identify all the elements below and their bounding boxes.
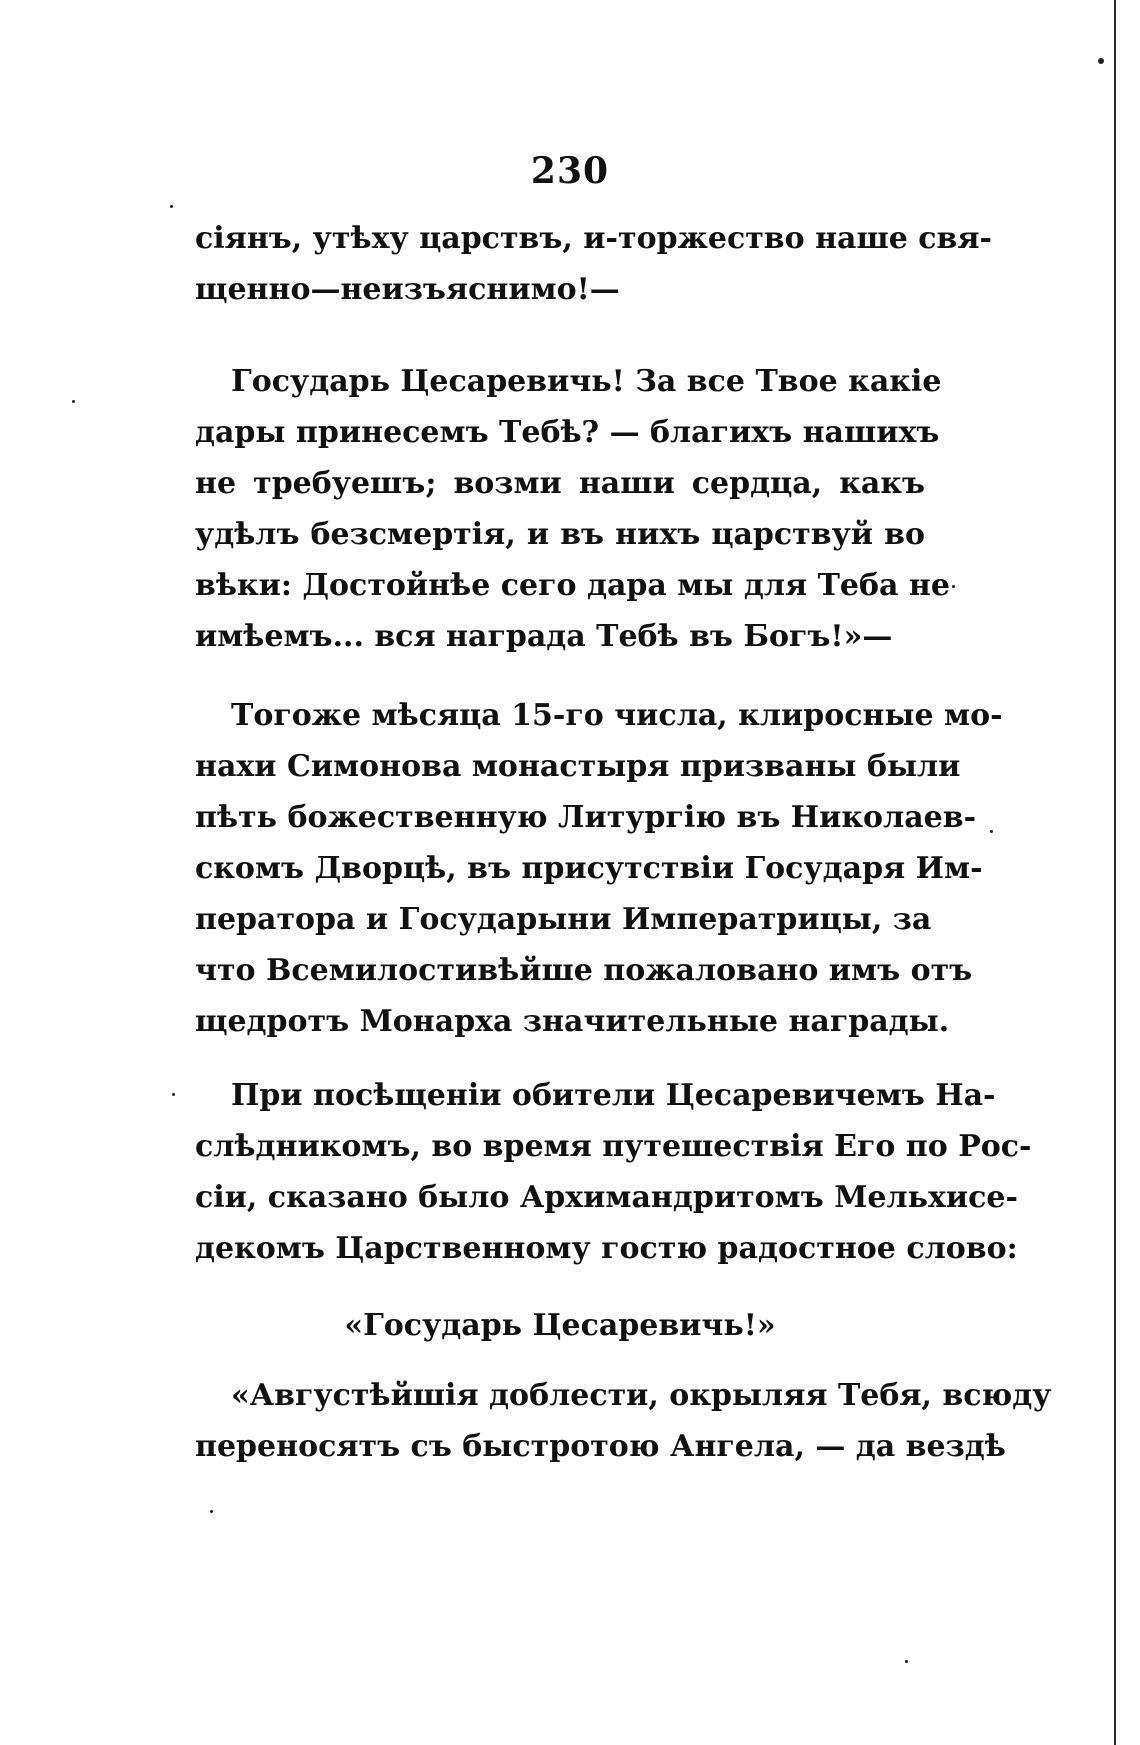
paragraph-speech bbox=[195, 1370, 1052, 1472]
text-line: скомъ Дворцѣ, въ присутствiи Государя Им- bbox=[195, 851, 983, 886]
text-line: дары принесемъ Тебѣ? — благихъ нашихъ bbox=[195, 415, 940, 450]
text-line: нахи Симонова монастыря призваны были bbox=[195, 749, 961, 784]
text-line: удѣлъ безсмертiя, и въ нихъ царствуй во bbox=[195, 517, 925, 552]
text-line: имѣемъ... вся награда Тебѣ въ Богъ!»— bbox=[195, 619, 893, 654]
text-line: декомъ Царственному гостю радостное слово: bbox=[195, 1231, 1018, 1266]
page-edge-line bbox=[1114, 0, 1116, 1745]
scan-speck bbox=[952, 585, 955, 588]
text-line: щедротъ Монарха значительные награды. bbox=[195, 1004, 950, 1039]
scan-speck bbox=[905, 1660, 908, 1663]
text-line: сiянъ, утѣху царствъ, и-торжество наше свя- bbox=[195, 221, 992, 256]
paragraph-continuation bbox=[195, 213, 992, 315]
text-line: «Августѣйшiя доблести, окрыляя Тебя, всюду bbox=[231, 1378, 1052, 1413]
scan-speck bbox=[72, 400, 75, 403]
paragraph-liturgy bbox=[195, 690, 1003, 1047]
salutation-heading bbox=[195, 1300, 925, 1351]
scan-speck bbox=[170, 205, 173, 208]
scan-speck bbox=[172, 1093, 175, 1096]
paragraph-visit bbox=[195, 1070, 1032, 1274]
text-line: Тогоже мѣсяца 15-го числа, клиросные мо- bbox=[231, 698, 1003, 733]
text-line: ператора и Государыни Императрицы, за bbox=[195, 902, 932, 937]
text-line: Государь Цесаревичь! За все Твое какiе bbox=[231, 364, 942, 399]
text-line: не требуешъ; возми наши сердца, какъ bbox=[195, 466, 925, 501]
page-number: 230 bbox=[530, 150, 610, 192]
scan-speck bbox=[210, 1510, 213, 1513]
text-line: «Государь Цесаревичь!» bbox=[344, 1308, 776, 1343]
text-line: переносятъ съ быстротою Ангела, — да вездѣ bbox=[195, 1429, 1006, 1464]
scan-speck bbox=[1098, 58, 1104, 64]
paragraph-address bbox=[195, 356, 950, 662]
text-line: При посѣщенiи обители Цесаревичемъ На- bbox=[231, 1078, 996, 1113]
text-line: вѣки: Достойнѣе сего дара мы для Теба не bbox=[195, 568, 950, 603]
text-line: щенно—неизъяснимо!— bbox=[195, 272, 620, 307]
text-line: пѣть божественную Литургiю въ Николаев- bbox=[195, 800, 977, 835]
text-line: что Всемилостивѣйше пожаловано имъ отъ bbox=[195, 953, 973, 988]
text-line: слѣдникомъ, во время путешествiя Его по Рос- bbox=[195, 1129, 1032, 1164]
scan-speck bbox=[990, 830, 993, 833]
text-line: сiи, сказано было Архимандритомъ Мельхисе- bbox=[195, 1180, 1018, 1215]
